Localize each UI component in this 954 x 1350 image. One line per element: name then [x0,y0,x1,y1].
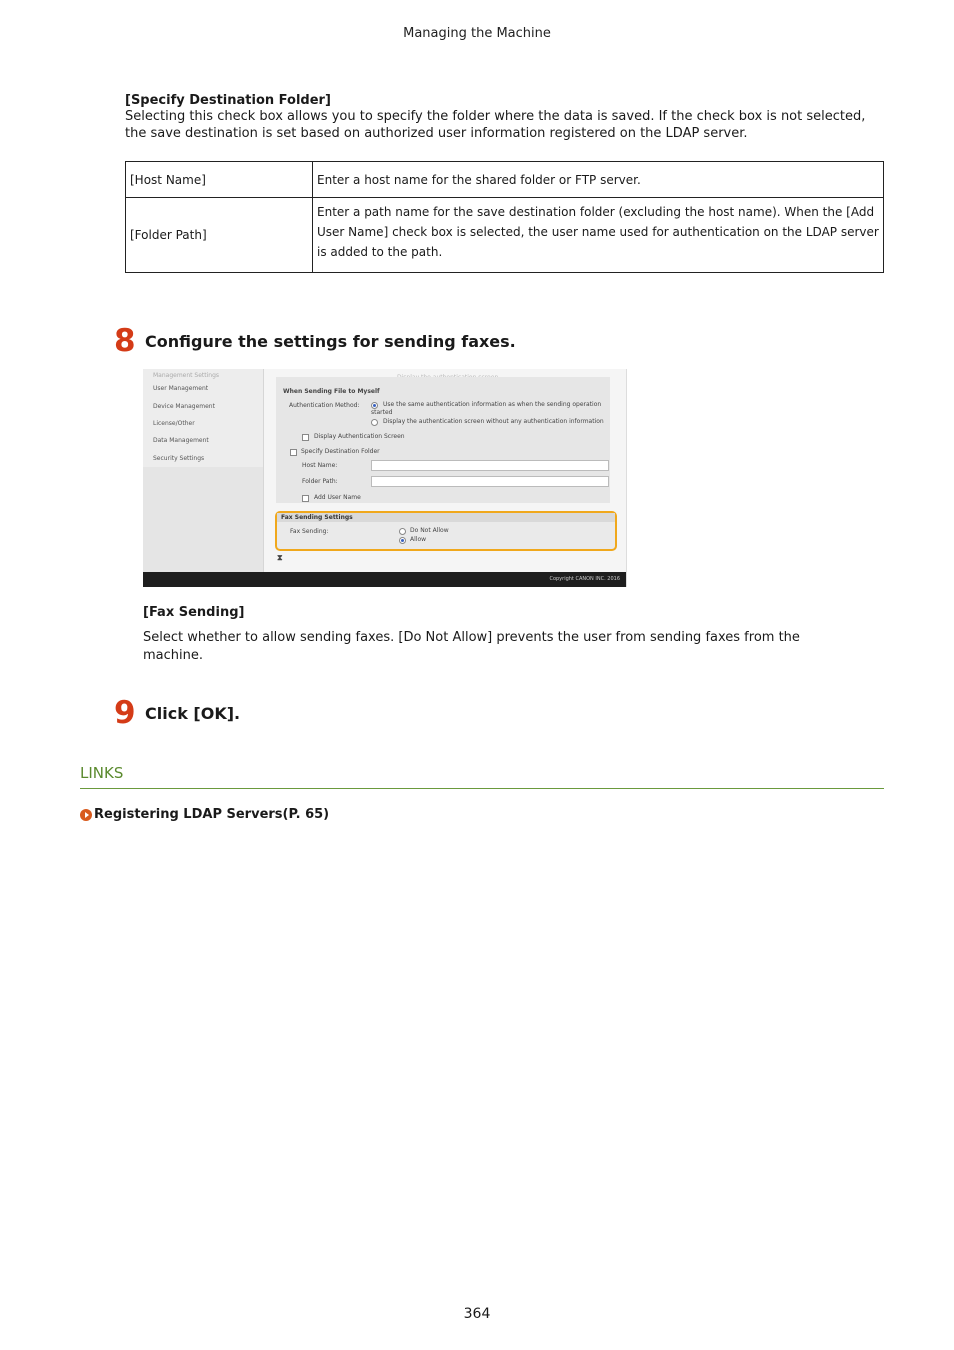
page-number: 364 [463,1306,491,1322]
option-description: Selecting this check box allows you to specify the folder where the data is saved. If the check box is not selected, the save destination is set based on authorized user information registered on the LDAP server. [125,109,866,141]
add-user-name-checkbox[interactable] [302,495,309,502]
sidebar-item-security-settings[interactable]: Security Settings [153,455,205,462]
fax-radio-allow[interactable] [399,537,406,544]
fax-settings-highlight [275,511,617,551]
sidebar-item-user-management[interactable]: User Management [153,385,209,392]
sidebar-item-device-management[interactable]: Device Management [153,403,215,410]
add-user-name-label: Add User Name [314,494,361,501]
auth-option-same: Use the same authentication information as when the sending operation [383,401,602,408]
scroll-top-icon[interactable]: ⧗ [277,553,283,562]
folder-path-input[interactable] [371,476,609,487]
folder-path-label: Folder Path: [302,478,338,485]
option-block [125,93,885,142]
specify-folder-label: Specify Destination Folder [301,448,380,455]
links-divider [80,788,884,789]
fax-option-allow: Allow [410,536,427,543]
fax-sending-label: Fax Sending: [290,528,329,535]
fax-section-title: Fax Sending Settings [281,514,353,521]
fax-radio-do-not-allow[interactable] [399,528,406,535]
arrow-bullet-icon [80,809,92,821]
auth-option-display: Display the authentication screen without any authentication information [383,418,604,425]
sidebar-item-data-management[interactable]: Data Management [153,437,209,444]
links-heading: LINKS [80,764,124,782]
sidebar-header: Management Settings [153,372,220,379]
running-header: Managing the Machine [403,26,551,41]
display-auth-checkbox[interactable] [302,434,309,441]
link-label: Registering LDAP Servers(P. 65) [94,807,330,822]
step-text: Configure the settings for sending faxes. [145,332,516,351]
specify-folder-checkbox[interactable] [290,449,297,456]
step-text: Click [OK]. [145,704,241,723]
fax-option-do-not-allow: Do Not Allow [410,527,449,534]
parameter-table [125,161,884,273]
table-cell-name: [Folder Path] [126,198,313,273]
auth-radio-display[interactable] [371,419,378,426]
table-row [126,198,884,273]
fax-option-description: Select whether to allow sending faxes. [Do Not Allow] prevents the user from sending faxes from the machine. [143,630,800,663]
sidebar-selected-area [143,467,263,572]
screenshot-footer [143,572,626,587]
sidebar-item-license-other[interactable]: License/Other [153,420,195,427]
screenshot-sidebar [143,369,264,572]
host-name-label: Host Name: [302,462,338,469]
host-name-input[interactable] [371,460,609,471]
copyright-text: Copyright CANON INC. 2016 [549,576,620,582]
settings-screenshot [143,369,627,587]
display-auth-label: Display Authentication Screen [314,433,405,440]
step-number: 8 [114,323,136,359]
section-title: When Sending File to Myself [283,388,380,395]
auth-method-label: Authentication Method: [289,402,360,409]
table-cell-description: Enter a path name for the save destination folder (excluding the host name). When the [Add User Name] check box is selected, the user name used for authentication on the LDAP server is added to the path. [313,198,884,273]
option-title: [Specify Destination Folder] [125,93,331,108]
step-number: 9 [114,695,136,731]
auth-option-same-cont: started [371,409,393,416]
auth-radio-same[interactable] [371,402,378,409]
link-registering-ldap-servers[interactable] [80,807,329,822]
table-cell-description: Enter a host name for the shared folder or FTP server. [313,162,884,198]
fax-option-title: [Fax Sending] [143,605,245,620]
table-cell-name: [Host Name] [126,162,313,198]
table-row [126,162,884,198]
